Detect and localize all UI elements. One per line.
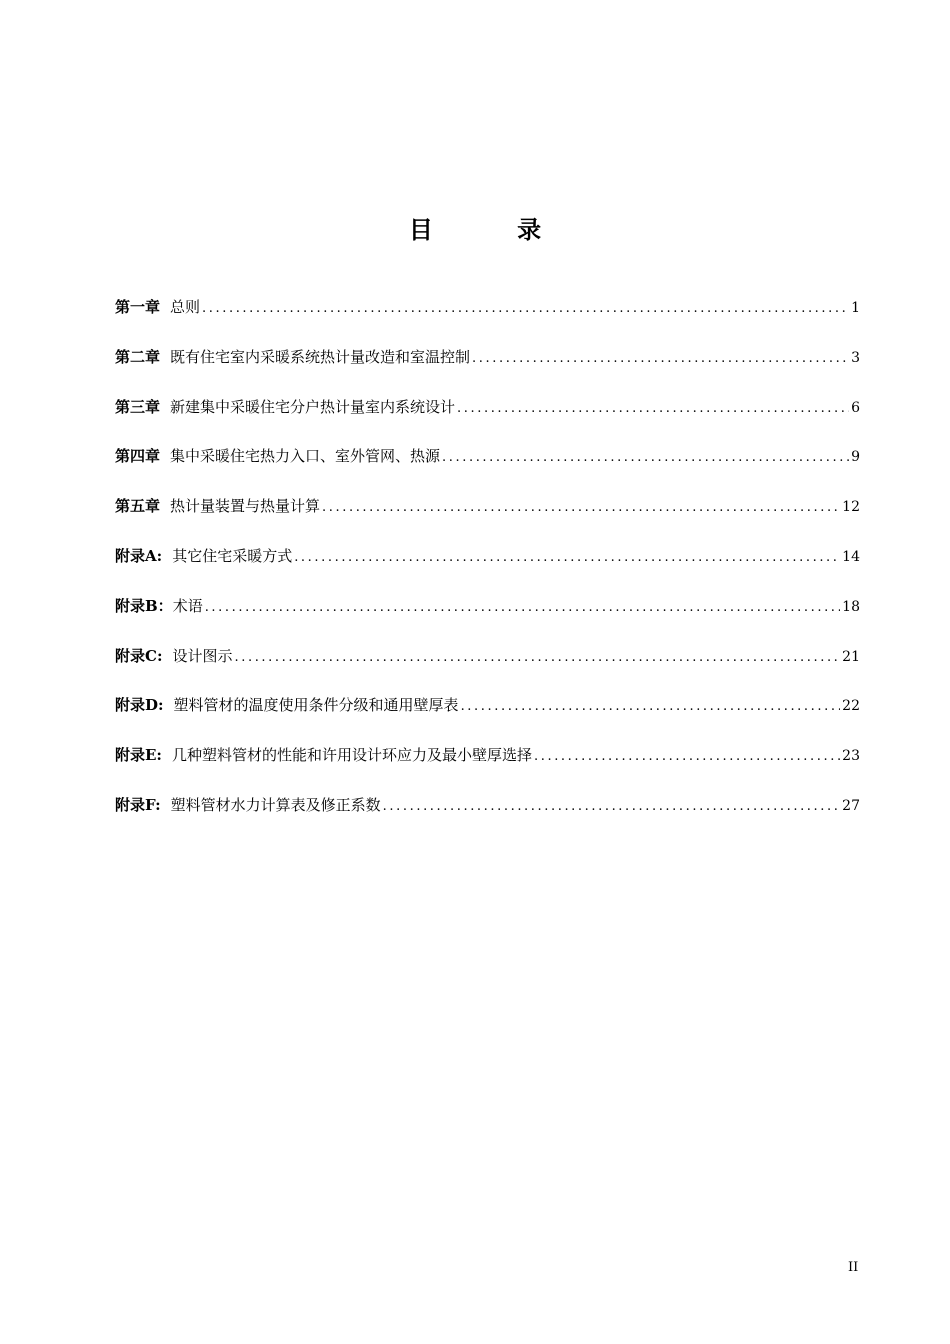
toc-chapter: 第一章 bbox=[115, 298, 161, 316]
toc-leader-dots bbox=[534, 749, 840, 764]
toc-leader-dots bbox=[472, 351, 849, 366]
toc-page-number: 6 bbox=[851, 399, 860, 416]
toc-entry-3[interactable] bbox=[115, 396, 860, 446]
toc-entry-2[interactable] bbox=[115, 346, 860, 396]
page-title: 目 录 bbox=[408, 215, 580, 244]
toc-page-number: 9 bbox=[851, 449, 860, 466]
toc-chapter: 附录C: bbox=[115, 646, 163, 665]
toc-entry-5[interactable] bbox=[115, 495, 860, 545]
toc-chapter: 第五章 bbox=[115, 497, 161, 516]
toc-chapter: 附录B： bbox=[115, 596, 173, 615]
page-number: II bbox=[848, 1260, 859, 1275]
toc-entry-10[interactable] bbox=[115, 744, 860, 794]
toc-chapter: 附录E: bbox=[115, 746, 162, 765]
toc-chapter: 第二章 bbox=[115, 347, 161, 366]
toc-leader-dots bbox=[294, 550, 840, 565]
toc-leader-dots bbox=[383, 799, 841, 814]
toc-page-number: 14 bbox=[842, 548, 860, 565]
toc-entry-9[interactable] bbox=[115, 694, 860, 744]
toc-title: 设计图示 bbox=[172, 646, 233, 665]
toc-page-number: 3 bbox=[851, 349, 860, 366]
toc-leader-dots bbox=[461, 699, 841, 714]
toc-title: 总则 bbox=[170, 298, 201, 316]
toc-title: 热计量装置与热量计算 bbox=[170, 497, 321, 516]
toc-entry-11[interactable] bbox=[115, 794, 860, 844]
toc-entry-4[interactable] bbox=[115, 445, 860, 495]
toc-leader-dots bbox=[235, 650, 841, 665]
toc-page-number: 18 bbox=[842, 598, 860, 615]
toc-title: 集中采暖住宅热力入口、室外管网、热源 bbox=[170, 447, 441, 466]
toc-entry-6[interactable] bbox=[115, 545, 860, 595]
toc-chapter: 第四章 bbox=[115, 447, 161, 466]
toc-chapter: 附录F: bbox=[115, 795, 161, 814]
toc-page-number: 1 bbox=[851, 300, 860, 316]
toc-leader-dots bbox=[205, 600, 840, 615]
toc-entry-7[interactable] bbox=[115, 595, 860, 645]
toc-page-number: 23 bbox=[842, 748, 860, 765]
toc-leader-dots bbox=[322, 500, 840, 515]
toc-title: 塑料管材水力计算表及修正系数 bbox=[170, 795, 381, 814]
toc-entry-8[interactable] bbox=[115, 645, 860, 695]
toc-title: 其它住宅采暖方式 bbox=[172, 546, 293, 565]
toc-title: 既有住宅室内采暖系统热计量改造和室温控制 bbox=[170, 347, 471, 366]
toc-chapter: 附录D: bbox=[115, 696, 164, 715]
toc-chapter: 第三章 bbox=[115, 397, 161, 416]
toc-title: 几种塑料管材的性能和许用设计环应力及最小壁厚选择 bbox=[171, 746, 532, 765]
toc-page-number: 27 bbox=[842, 797, 860, 814]
toc-title: 新建集中采暖住宅分户热计量室内系统设计 bbox=[170, 397, 456, 416]
toc-entry-1[interactable] bbox=[115, 296, 860, 346]
toc-chapter: 附录A: bbox=[115, 546, 163, 565]
toc-leader-dots bbox=[202, 301, 849, 316]
toc-title: 术语 bbox=[172, 596, 203, 615]
toc-page-number: 21 bbox=[842, 648, 860, 665]
toc-title: 塑料管材的温度使用条件分级和通用壁厚表 bbox=[173, 696, 459, 715]
toc-leader-dots bbox=[442, 450, 849, 465]
toc-page-number: 12 bbox=[842, 499, 860, 516]
table-of-contents bbox=[115, 296, 860, 844]
toc-leader-dots bbox=[457, 401, 849, 416]
toc-page-number: 22 bbox=[842, 698, 860, 715]
